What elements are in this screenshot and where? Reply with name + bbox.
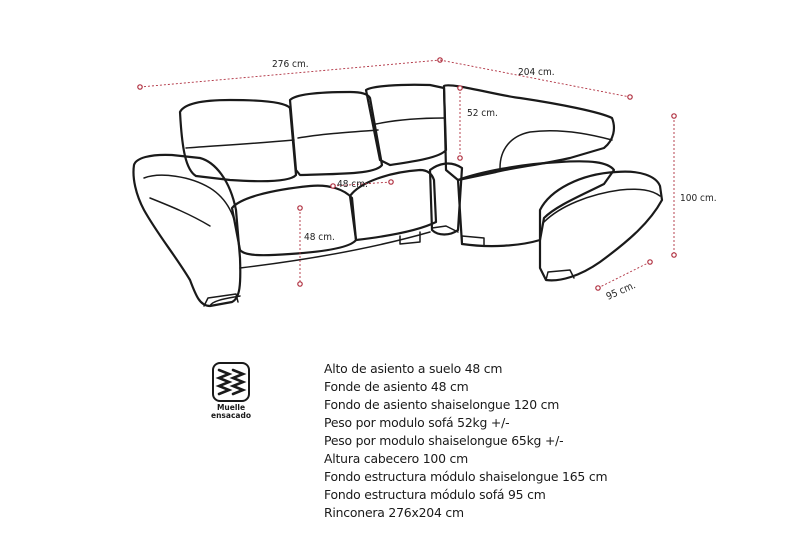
seat-cushion-1 (232, 186, 356, 256)
right-armrest (540, 172, 662, 281)
badge-line-1: Muelle (216, 403, 246, 412)
dim-seat-depth: 48 cm. (337, 179, 368, 190)
dim-backrest-height: 52 cm. (467, 108, 498, 119)
badge-line-2: ensacado (211, 411, 251, 420)
dim-seat-height: 48 cm. (304, 232, 335, 243)
pocket-spring-icon (205, 360, 257, 404)
seat-cushion-right (458, 161, 614, 246)
spec-item: Rinconera 276x204 cm (324, 505, 464, 520)
pocket-spring-badge (205, 360, 257, 422)
back-cushion-3 (366, 85, 446, 165)
spec-item: Fondo de asiento shaiselongue 120 cm (324, 397, 560, 412)
spec-item: Peso por modulo sofá 52kg +/- (324, 415, 510, 430)
spec-item: Alto de asiento a suelo 48 cm (324, 361, 503, 376)
dim-total-height: 100 cm. (680, 193, 717, 204)
spec-item: Fonde de asiento 48 cm (324, 379, 469, 394)
left-armrest (133, 155, 240, 306)
sofa-drawing (133, 85, 662, 306)
spec-item: Peso por modulo shaiselongue 65kg +/- (324, 433, 564, 448)
spec-item: Fondo estructura módulo shaiselongue 165 cm (324, 469, 608, 484)
dim-depth: 95 cm. (604, 280, 638, 303)
spec-item: Altura cabecero 100 cm (324, 451, 468, 466)
spec-list (324, 360, 607, 522)
dim-width-right: 204 cm. (518, 67, 555, 78)
spec-item: Fondo estructura módulo sofá 95 cm (324, 487, 546, 502)
dim-width-left: 276 cm. (272, 59, 309, 70)
